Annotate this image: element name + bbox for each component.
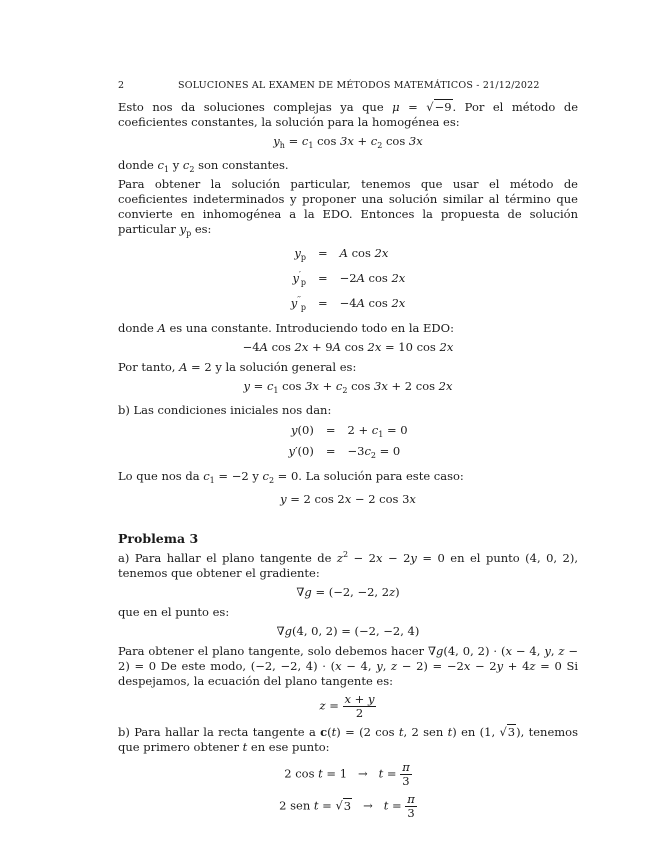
text: La solución para este caso: (305, 469, 464, 483)
page-number: 2 (118, 80, 125, 91)
text: y (252, 469, 259, 483)
text: Para obtener el plano tangente, solo debemos hacer (118, 644, 425, 658)
equation-array: $y_p$ = A cos 2x $y'_p$ = −2A cos 2x $y''_p$ = −4A cos 2x (290, 246, 406, 312)
paragraph: Lo que nos da $c_1 = -2$ y $c_2 = 0$. La solución para este caso: (118, 469, 464, 485)
text: tenemos que primero obtener (118, 725, 578, 754)
equation: 2 cos t = 1 → t = $\frac{\pi}{3}$ (284, 760, 410, 788)
text: Si despejamos, la ecuación del plano tangente es: (118, 659, 578, 688)
text: es: (194, 222, 212, 236)
text: b) Las condiciones iniciales nos dan: (118, 403, 332, 417)
text: De este modo, (160, 659, 247, 673)
text: tenemos que obtener el gradiente: (118, 566, 320, 580)
paragraph: b) Para hallar la recta tangente a c(t) = (2 cos t, 2 sen t) en (1, √3), tenemos que primero obtener t en ese punto: (118, 725, 578, 754)
text: Lo que nos da (118, 469, 200, 483)
header-title: SOLUCIONES AL EXAMEN DE MÉTODOS MATEMÁTICOS - 21/12/2022 (178, 80, 540, 91)
equation: $y_h = c_1$ $\cos 3x + c_2$ cos 3x (273, 134, 423, 150)
text: Para obtener la solución particular, tenemos que usar el método de coeficientes indeterminados y proponer una solución similar al término que convierte en inhomogénea a la EDO. Entonces la propuesta de solución particular (118, 177, 578, 236)
text: Por tanto, (118, 360, 176, 374)
text: que en el punto es: (118, 605, 230, 619)
text: a) Para hallar el plano tangente de (118, 551, 332, 565)
paragraph: Para obtener el plano tangente, solo debemos hacer ∇g(4, 0, 2) · (x − 4, y, z − 2) = 0 De este modo, (−2, −2, 4) · (x − 4, y, z − 2) = −2x − 2y + 4z = 0 Si despejamos, la ecuación del plano tangente es: (118, 644, 579, 688)
equation: y = 2 cos 2x − 2 cos 3x (280, 492, 416, 506)
equation: $y = c_1$ $\cos 3x + c_2$ cos 3x + 2 cos 2x (243, 379, 453, 395)
text: en (461, 725, 476, 739)
text: en el punto (450, 551, 520, 565)
equation: z = $\frac{x + y}{2}$ (319, 692, 375, 720)
equation: 2 sen t = √3 → t = $\frac{\pi}{3}$ (279, 792, 415, 820)
paragraph: a) Para hallar el plano tangente de $z^2 - 2x - 2y = 0$ en el punto (4, 0, 2), tenemos que obtener el gradiente: (118, 550, 579, 580)
equation: ∇g(4, 0, 2) = (−2, −2, 4) (276, 624, 420, 638)
text: Esto nos da soluciones complejas ya que (118, 100, 384, 114)
text: en ese punto: (250, 740, 330, 754)
paragraph: Por tanto, A = 2 y la solución general es: (118, 360, 357, 374)
paragraph (118, 605, 578, 620)
text: Por el método de coeficientes constantes, la solución para la homogénea es: (118, 100, 579, 129)
text: y (172, 158, 180, 172)
text: son constantes. (198, 158, 289, 172)
text: donde (118, 158, 154, 172)
equation: −4A cos 2x + 9A cos 2x = 10 cos 2x (242, 340, 454, 354)
equation: ∇g = (−2, −2, 2z) (296, 585, 400, 599)
text: b) Para hallar la recta tangente a (118, 725, 316, 739)
paragraph: Esto nos da soluciones complejas ya que μ = √−9. Por el método de coeficientes constantes, la solución para la homogénea es: (118, 100, 579, 129)
paragraph: Para obtener la solución particular, tenemos que usar el método de coeficientes indeterminados y proponer una solución similar al término que convierte en inhomogénea a la EDO. Entonces la propuesta de solución particular $y_p$ es: (118, 177, 578, 238)
paragraph: donde A es una constante. Introduciendo todo en la EDO: (118, 321, 454, 335)
text: donde (118, 321, 154, 335)
text: y la solución general es: (215, 360, 357, 374)
text: es una constante. Introduciendo todo en la EDO: (169, 321, 454, 335)
paragraph: donde $c_1$ y $c_2$ son constantes. (118, 158, 289, 174)
paragraph (118, 403, 578, 418)
equation-array: y(0) = $2 + c_1 = 0$ y′(0) = $-3c_2 = 0$ (288, 423, 408, 460)
problem-heading: Problema 3 (118, 531, 199, 546)
document-body (118, 100, 578, 825)
